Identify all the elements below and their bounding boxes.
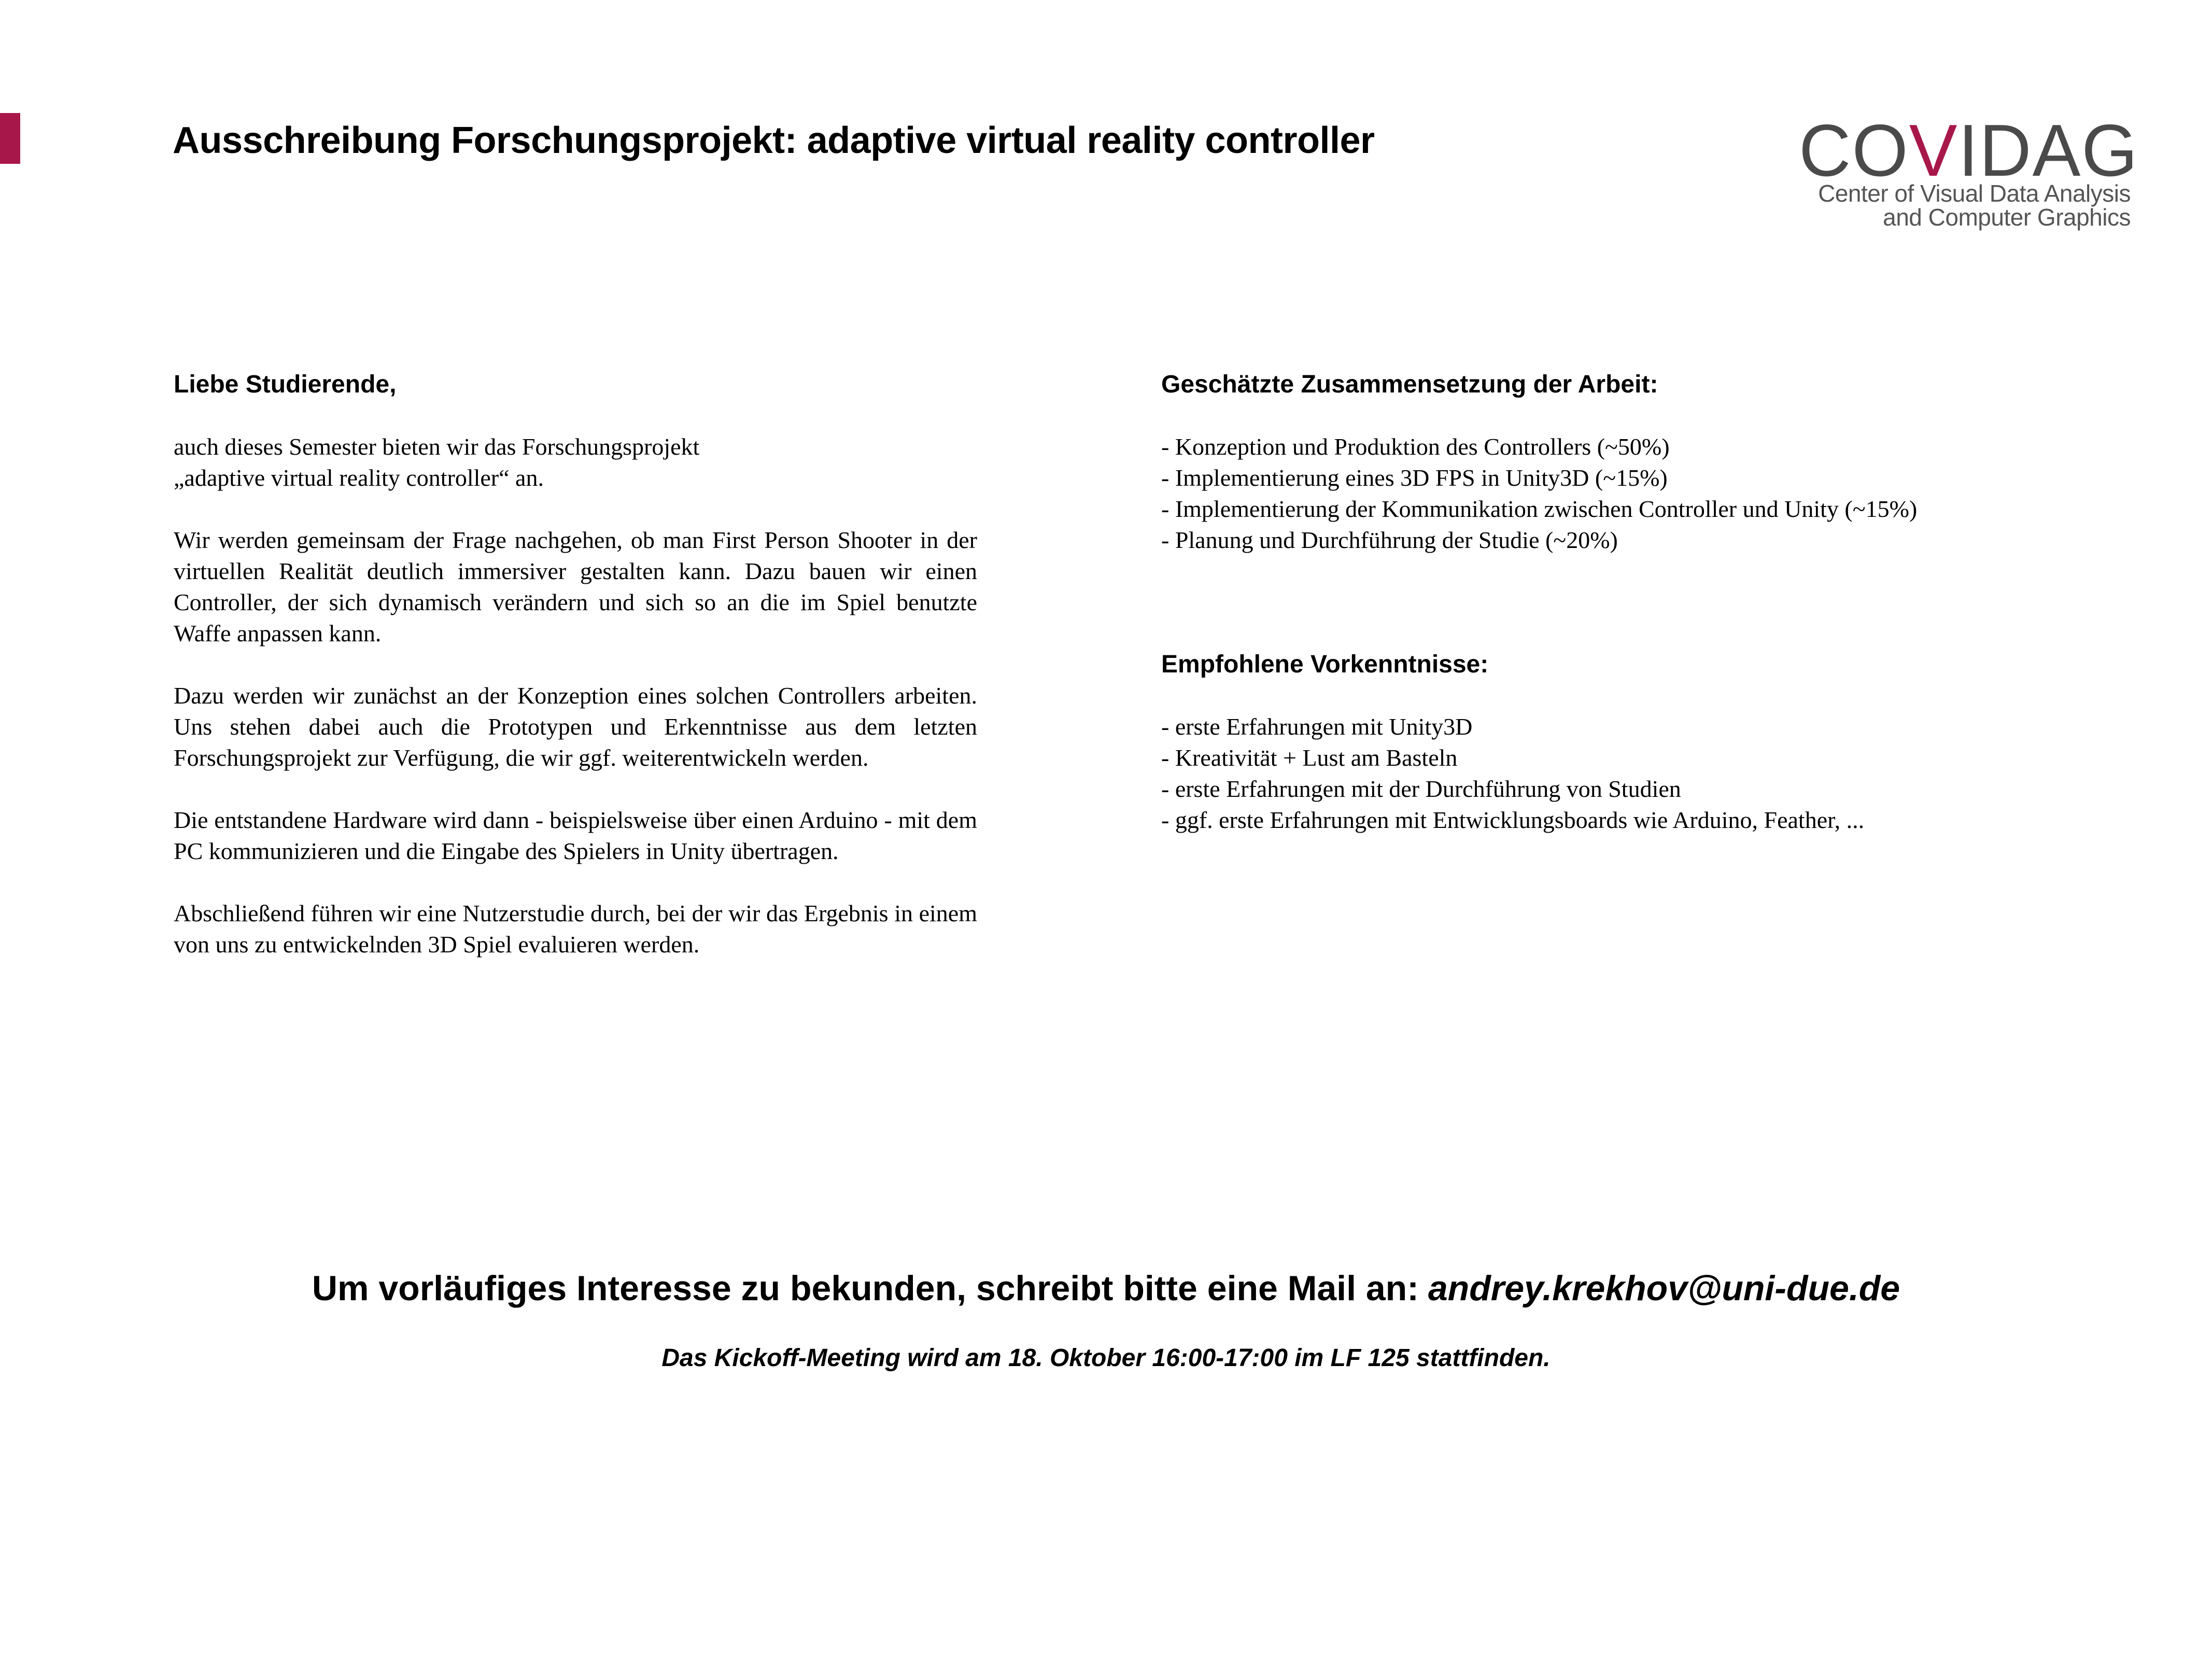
composition-list [1161, 431, 2146, 556]
composition-item: - Planung und Durchführung der Studie (~20%) [1161, 527, 1618, 553]
cta-text: Um vorläufiges Interesse zu bekunden, schreibt bitte eine Mail an: [312, 1269, 1419, 1308]
composition-item: - Implementierung der Kommunikation zwischen Controller und Unity (~15%) [1161, 496, 1918, 522]
contact-email-link[interactable]: andrey.krekhov@uni-due.de [1428, 1269, 1900, 1308]
right-column [1161, 369, 2146, 836]
spacer [174, 400, 977, 431]
spacer [174, 867, 977, 898]
paragraph-question: Wir werden gemeinsam der Frage nachgehen, ob man First Person Shooter in der virtuellen Realität deutlich immersiver gestalten kann. Dazu bauen wir einen Controller, der sich dynamisch verändern und sich so an die im Spiel benutzte Waffe anpassen kann. [174, 527, 977, 646]
composition-heading: Geschätzte Zusammensetzung der Arbeit: [1161, 371, 1658, 398]
greeting: Liebe Studierende, [174, 371, 397, 398]
page-title: Ausschreibung Forschungsprojekt: adaptive virtual reality controller [173, 120, 1375, 161]
prerequisites-heading: Empfohlene Vorkenntnisse: [1161, 651, 1489, 678]
paragraph-hardware: Die entstandene Hardware wird dann - beispielsweise über einen Arduino - mit dem PC kommunizieren und die Eingabe des Spielers in Unity übertragen. [174, 807, 977, 864]
prerequisite-item: - erste Erfahrungen mit Unity3D [1161, 713, 1473, 740]
paragraph-intro [174, 431, 977, 494]
paragraph-study: Abschließend führen wir eine Nutzerstudie durch, bei der wir das Ergebnis in einem von uns zu entwickelnden 3D Spiel evaluieren werden. [174, 900, 977, 958]
logo-wordmark [1799, 109, 2144, 192]
call-to-action [0, 1265, 2212, 1312]
logo-subtitle-line2: and Computer Graphics [1883, 204, 2131, 231]
spacer [174, 774, 977, 805]
spacer [1161, 556, 2146, 649]
paragraph-concept: Dazu werden wir zunächst an der Konzeption eines solchen Controllers arbeiten. Uns stehen dabei auch die Prototypen und Erkenntnisse aus dem letzten Forschungsprojekt zur Verfügung, die wir ggf. weiterentwickeln werden. [174, 682, 977, 771]
composition-item: - Konzeption und Produktion des Controllers (~50%) [1161, 433, 1670, 460]
spacer [174, 649, 977, 680]
intro-line-2: „adaptive virtual reality controller“ an. [174, 465, 544, 491]
spacer [1161, 400, 2146, 431]
prerequisite-item: - erste Erfahrungen mit der Durchführung von Studien [1161, 776, 1681, 802]
spacer [174, 494, 977, 525]
kickoff-info: Das Kickoff-Meeting wird am 18. Oktober 16:00-17:00 im LF 125 stattfinden. [661, 1344, 1551, 1372]
covidag-logo [1799, 109, 2151, 231]
logo-word-before: CO [1799, 109, 1909, 192]
logo-word-after: IDAG [1958, 109, 2139, 192]
prerequisite-item: - ggf. erste Erfahrungen mit Entwicklungsboards wie Arduino, Feather, ... [1161, 807, 1865, 833]
spacer [1161, 680, 2146, 711]
logo-subtitle-line1: Center of Visual Data Analysis [1818, 180, 2131, 207]
composition-item: - Implementierung eines 3D FPS in Unity3D (~15%) [1161, 465, 1668, 491]
intro-line-1: auch dieses Semester bieten wir das Forschungsprojekt [174, 433, 700, 460]
left-column [174, 369, 977, 960]
prerequisites-list [1161, 711, 2146, 836]
logo-word-accent: V [1909, 109, 1959, 192]
prerequisite-item: - Kreativität + Lust am Basteln [1161, 744, 1458, 771]
accent-bar [0, 113, 20, 164]
